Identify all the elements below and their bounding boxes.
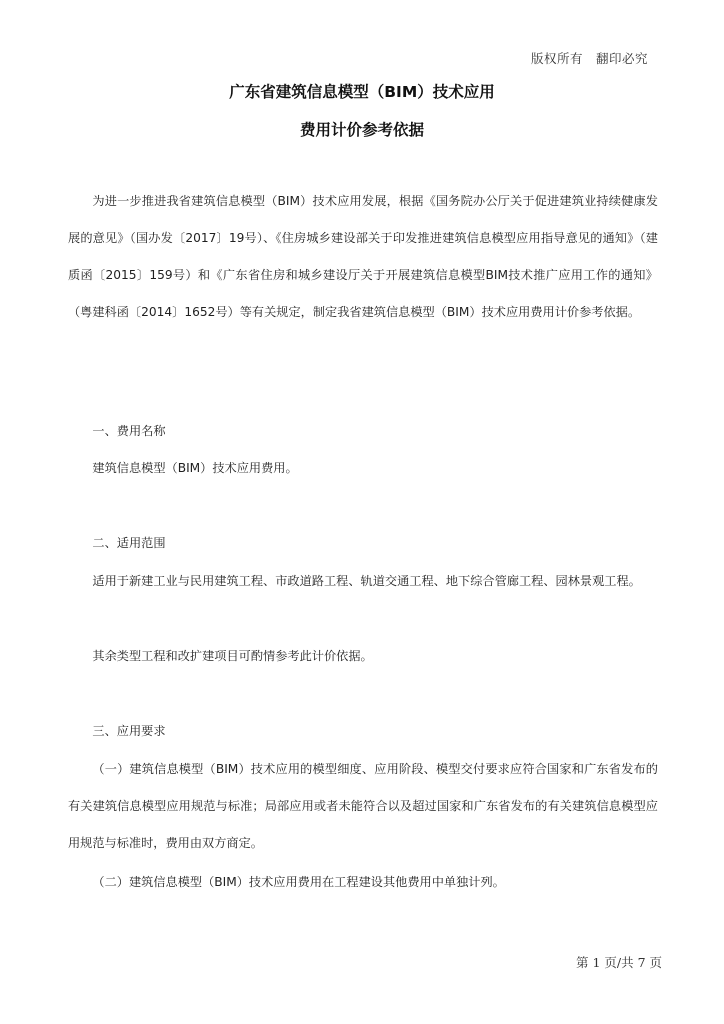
intro-paragraph: 为进一步推进我省建筑信息模型（BIM）技术应用发展，根据《国务院办公厅关于促进建筑业持续健康发展的意见》（国办发〔2017〕19号）、《住房城乡建设部关于印发推进建筑信息模型应用指导意见的通知》（建质函〔2015〕159号）和《广东省住房和城乡建设厅关于开展建筑信息模型BIM技术推广应用工作的通知》（粤建科函〔2014〕1652号）等有关规定，制定我省建筑信息模型（BIM）技术应用费用计价参考依据。 <box>68 194 658 319</box>
section-2-heading: 二、适用范围 <box>92 536 166 550</box>
page-number: 第 1 页/共 7 页 <box>575 955 662 970</box>
section-3-paragraph-2: （二）建筑信息模型（BIM）技术应用费用在工程建设其他费用中单独计列。 <box>92 875 505 889</box>
document-title-line2: 费用计价参考依据 <box>299 121 424 139</box>
section-1-heading: 一、费用名称 <box>92 424 166 438</box>
section-3-heading: 三、应用要求 <box>92 724 166 738</box>
section-3-paragraph-1: （一）建筑信息模型（BIM）技术应用的模型细度、应用阶段、模型交付要求应符合国家和广东省发布的有关建筑信息模型应用规范与标准；局部应用或者未能符合以及超过国家和广东省发布的有关建筑信息模型应用规范与标准时，费用由双方商定。 <box>68 762 658 850</box>
document-title-line1: 广东省建筑信息模型（BIM）技术应用 <box>229 83 495 101</box>
copyright-notice: 版权所有 翻印必究 <box>530 51 648 66</box>
section-1-paragraph: 建筑信息模型（BIM）技术应用费用。 <box>92 461 298 475</box>
section-2-paragraph-2: 其余类型工程和改扩建项目可酌情参考此计价依据。 <box>92 649 373 663</box>
section-2-paragraph-1: 适用于新建工业与民用建筑工程、市政道路工程、轨道交通工程、地下综合管廊工程、园林景观工程。 <box>92 574 641 588</box>
